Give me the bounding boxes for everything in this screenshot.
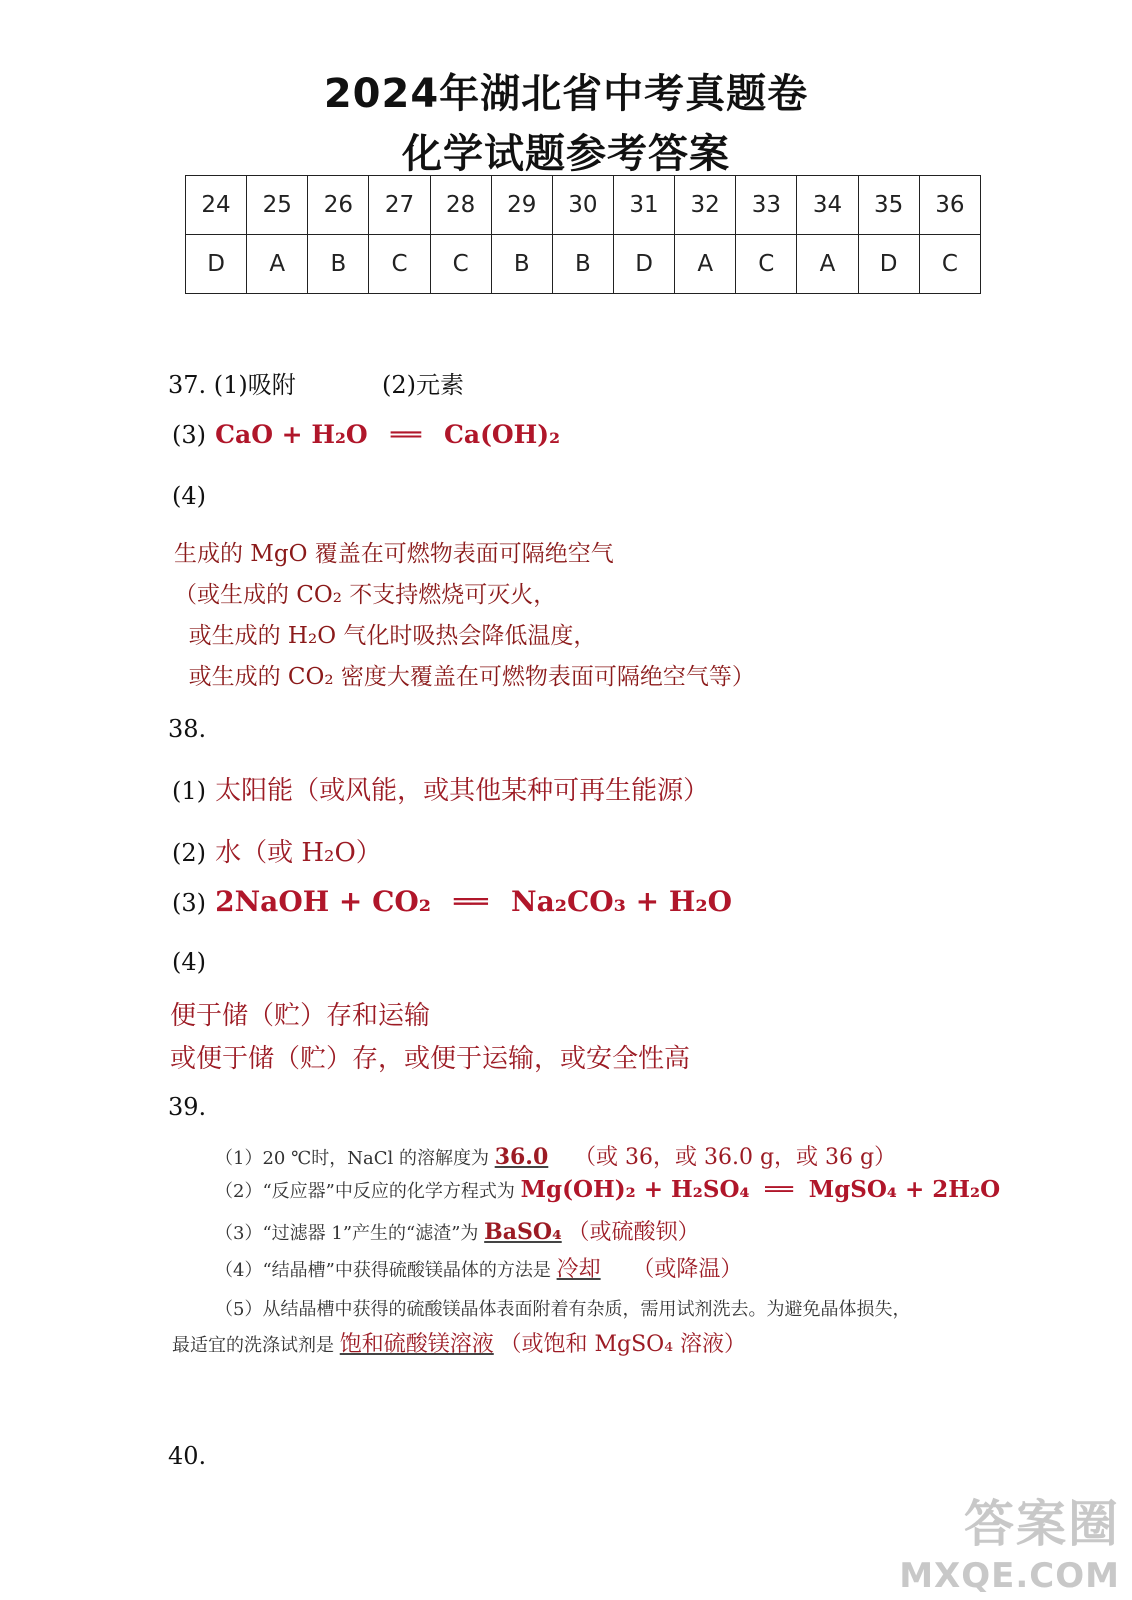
q38-part2 (172, 832, 382, 869)
question-number-cell: 32 (675, 176, 736, 235)
q39-part2 (215, 1176, 1000, 1203)
q39-part3-answer: BaSO₄ (484, 1219, 562, 1245)
q38-part4-line: 或便于储（贮）存，或便于运输，或安全性高 (170, 1044, 691, 1074)
q37-part1: 37. (1)吸附 (168, 371, 296, 399)
q39-part5-alt: （或饱和 MgSO₄ 溶液） (499, 1332, 747, 1357)
answer-letter-cell: D (186, 235, 247, 294)
q38-part4-label: (4) (172, 948, 206, 976)
answer-letter-row (186, 235, 981, 294)
page-subtitle: 化学试题参考答案 (402, 131, 730, 177)
q39-part3-prompt: （3）“过滤器 1”产生的“滤渣”为 (215, 1223, 479, 1244)
q38-part3 (172, 885, 732, 918)
q38-part2-answer: 水（或 H₂O） (215, 838, 382, 868)
q38-equation-left: 2NaOH + CO₂ (215, 885, 432, 918)
q37-part4-line: 生成的 MgO 覆盖在可燃物表面可隔绝空气 (174, 541, 614, 567)
answer-letter-cell: A (675, 235, 736, 294)
q37-part3 (172, 420, 560, 449)
question-number-cell: 27 (369, 176, 430, 235)
question-number-cell: 31 (613, 176, 674, 235)
question-number-cell: 29 (491, 176, 552, 235)
answer-letter-cell: C (919, 235, 980, 294)
q38-part4-line: 便于储（贮）存和运输 (170, 1001, 431, 1031)
answer-letter-cell: A (797, 235, 858, 294)
q39-part4 (215, 1252, 742, 1283)
answer-letter-cell: B (491, 235, 552, 294)
q39-part4-answer: 冷却 (556, 1257, 601, 1282)
answer-letter-cell: C (369, 235, 430, 294)
q40-number: 40. (168, 1442, 207, 1470)
q38-number: 38. (168, 715, 207, 743)
question-number-cell: 26 (308, 176, 369, 235)
q37-equation-left: CaO + H₂O (215, 420, 368, 449)
q37-equation-right: Ca(OH)₂ (443, 420, 561, 449)
question-number-cell: 35 (858, 176, 919, 235)
answer-letter-cell: C (430, 235, 491, 294)
question-number-cell: 33 (736, 176, 797, 235)
q37-equation-sign: ══ (390, 420, 421, 449)
q39-part4-prompt: （4）“结晶槽”中获得硫酸镁晶体的方法是 (215, 1260, 551, 1281)
q39-part4-alt: （或降温） (632, 1257, 743, 1282)
answer-letter-cell: D (858, 235, 919, 294)
question-number-row (186, 176, 981, 235)
q38-part1 (172, 770, 709, 807)
q39-part1 (215, 1140, 896, 1171)
q38-part1-answer: 太阳能（或风能，或其他某种可再生能源） (215, 776, 710, 806)
q39-equation-sign: ══ (765, 1176, 793, 1203)
multiple-choice-answer-table (185, 175, 981, 294)
question-number-cell: 34 (797, 176, 858, 235)
q37-part4-line: 或生成的 CO₂ 密度大覆盖在可燃物表面可隔绝空气等） (174, 664, 755, 690)
q39-part5-answer: 饱和硫酸镁溶液 (339, 1332, 494, 1357)
q39-part5 (172, 1327, 746, 1358)
answer-letter-cell: A (247, 235, 308, 294)
q39-part1-answer: 36.0 (494, 1144, 549, 1170)
q39-part3-alt: （或硫酸钡） (567, 1220, 700, 1245)
q39-part1-prompt: （1）20 ℃时，NaCl 的溶解度为 (215, 1148, 489, 1169)
watermark-site-text: MXQE.COM (899, 1556, 1120, 1596)
q37-part4-label: (4) (172, 482, 206, 510)
q38-part3-label: (3) (172, 889, 206, 917)
answer-letter-cell: D (613, 235, 674, 294)
answer-letter-cell: B (552, 235, 613, 294)
q39-part5-prompt: （5）从结晶槽中获得的硫酸镁晶体表面附着有杂质，需用试剂洗去。为避免晶体损失， (215, 1299, 911, 1320)
page-title: 2024年湖北省中考真题卷 (323, 71, 809, 117)
question-number-cell: 24 (186, 176, 247, 235)
q39-part2-prompt: （2）“反应器”中反应的化学方程式为 (215, 1181, 515, 1202)
q38-equation-right: Na₂CO₃ + H₂O (510, 885, 732, 918)
q39-equation-left: Mg(OH)₂ + H₂SO₄ (520, 1176, 750, 1203)
q38-part2-label: (2) (172, 839, 206, 867)
q39-part5-prompt-cont: 最适宜的洗涤试剂是 (172, 1335, 334, 1356)
question-number-cell: 36 (919, 176, 980, 235)
question-number-cell: 28 (430, 176, 491, 235)
answer-letter-cell: B (308, 235, 369, 294)
answer-letter-cell: C (736, 235, 797, 294)
q37-part3-label: (3) (172, 421, 206, 449)
watermark-logo-text: 答案圈 (964, 1495, 1120, 1553)
q39-number: 39. (168, 1093, 207, 1121)
q38-equation-sign: ══ (454, 885, 488, 918)
question-number-cell: 25 (247, 176, 308, 235)
question-number-cell: 30 (552, 176, 613, 235)
q39-equation-right: MgSO₄ + 2H₂O (808, 1176, 1001, 1203)
watermark-logo (899, 1484, 1120, 1596)
q37-part4-line: （或生成的 CO₂ 不支持燃烧可灭火， (174, 582, 557, 608)
q39-part3 (215, 1215, 699, 1246)
q38-part1-label: (1) (172, 777, 206, 805)
q39-part1-alt: （或 36，或 36.0 g，或 36 g） (574, 1145, 897, 1170)
q37-part2: (2)元素 (382, 371, 464, 399)
q37-part4-line: 或生成的 H₂O 气化时吸热会降低温度， (174, 623, 597, 649)
